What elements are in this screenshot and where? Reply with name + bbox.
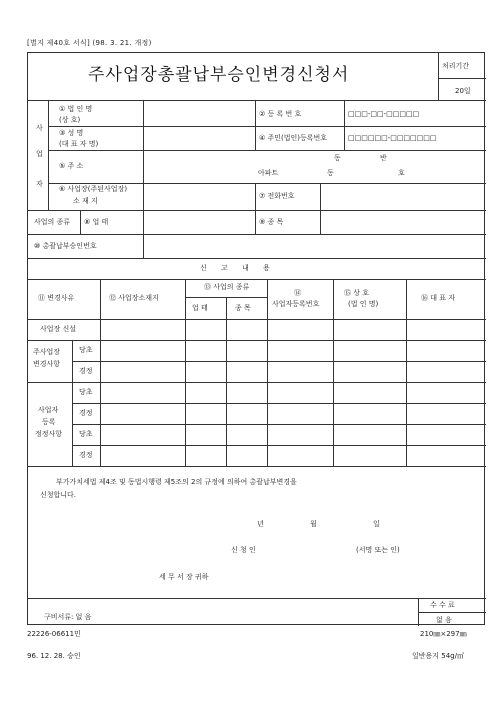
- divider: [143, 150, 144, 210]
- divider: [418, 598, 419, 626]
- divider: [226, 297, 227, 466]
- divider: [185, 279, 186, 466]
- row-label-new-site: 사업장 신설: [40, 325, 77, 333]
- divider: [72, 340, 73, 466]
- field-label-approval-no: ⑩ 총괄납부승인번호: [34, 242, 97, 250]
- section-label-char: 사: [36, 124, 43, 132]
- field-label-business-kind: 사업의 종류: [34, 218, 71, 226]
- fee-label: 수 수 료: [430, 601, 455, 609]
- col-header-reason: ⑪ 변경사유: [38, 294, 75, 302]
- field-label-reg-no: ② 등 록 번 호: [259, 110, 302, 118]
- divider: [320, 183, 321, 234]
- col-header-trade-name: ⑮ 상 호: [344, 289, 369, 297]
- group-label-business: 사업자: [38, 406, 59, 414]
- divider: [255, 100, 256, 150]
- form-number: [별지 제40호 서식] (98. 3. 21. 개정): [27, 39, 152, 47]
- divider: [406, 279, 407, 466]
- date-year-label: 년: [257, 520, 264, 528]
- divider: [100, 279, 101, 466]
- field-sublabel-location: 소 재 지: [73, 197, 98, 205]
- divider: [72, 424, 486, 425]
- divider: [48, 183, 486, 184]
- paper-size: 210㎜×297㎜: [420, 630, 467, 638]
- signature-label: (서명 또는 인): [356, 546, 400, 554]
- row-label-before: 당초: [79, 430, 93, 438]
- address-apartment: 아파트: [258, 169, 279, 177]
- section-label-char: 업: [36, 150, 43, 158]
- declaration-text: 신청합니다.: [40, 491, 77, 499]
- row-label-after: 경정: [79, 451, 93, 459]
- divider: [28, 210, 486, 211]
- declaration-text: 부가가치세법 제4조 및 동법시행령 제5조의 2의 규정에 의하여 총괄납부변경을: [56, 478, 297, 486]
- paper-weight: 일반용지 54g/㎡: [412, 652, 464, 660]
- field-sublabel-trade-name: (상 호): [59, 116, 81, 124]
- addressee-label: 세 무 서 장 귀하: [159, 573, 209, 581]
- divider: [344, 100, 345, 150]
- divider: [267, 279, 268, 466]
- date-month-label: 월: [310, 520, 317, 528]
- col-header-corp-name: (법 인 명): [348, 300, 379, 308]
- approval-date: 96. 12. 28. 승인: [27, 652, 81, 660]
- divider: [143, 126, 144, 150]
- report-section-label: 신 고 내 용: [200, 264, 276, 272]
- field-sublabel-rep-name: (대 표 자 명): [59, 140, 99, 148]
- divider: [28, 100, 486, 101]
- group-label-business: 정정사항: [35, 430, 63, 438]
- field-label-name: ③ 성 명: [59, 129, 84, 137]
- col-header-representative: ⑯ 대 표 자: [421, 294, 455, 302]
- address-dong: 동: [327, 169, 334, 177]
- divider: [143, 210, 144, 234]
- divider: [72, 403, 486, 404]
- divider: [28, 340, 486, 341]
- applicant-label: 신 청 인: [231, 546, 256, 554]
- form-code: 22226-06611민: [27, 630, 81, 638]
- col-header-business-item: 종 목: [235, 304, 251, 312]
- divider: [80, 210, 81, 234]
- divider: [28, 466, 486, 467]
- fee-value: 없 음: [436, 616, 452, 624]
- section-label-char: 자: [36, 180, 43, 188]
- divider: [28, 279, 486, 280]
- row-label-after: 경정: [79, 409, 93, 417]
- divider: [28, 319, 486, 320]
- divider: [143, 234, 144, 258]
- row-label-after: 경정: [79, 367, 93, 375]
- group-label-main-site: 변경사항: [33, 360, 61, 368]
- address-dong: 동: [334, 154, 341, 162]
- divider: [48, 126, 486, 127]
- divider: [28, 382, 486, 383]
- field-label-business-item: ⑨ 종 목: [259, 218, 284, 226]
- divider: [48, 100, 49, 210]
- processing-period-value: 20일: [455, 87, 471, 95]
- address-ban: 반: [380, 154, 387, 162]
- divider: [438, 78, 486, 79]
- field-label-phone: ⑦ 전화번호: [259, 192, 295, 200]
- application-form: [27, 52, 485, 625]
- processing-period-label: 처리기간: [442, 62, 470, 70]
- group-label-business: 등록: [42, 418, 56, 426]
- col-header-business-kind: ⑬ 사업의 종류: [204, 283, 250, 291]
- date-day-label: 일: [373, 520, 380, 528]
- divider: [418, 612, 486, 613]
- field-label-address: ⑤ 주 소: [59, 162, 84, 170]
- divider: [255, 210, 256, 234]
- divider: [28, 234, 486, 235]
- field-label-site-location: ⑥ 사업장(주된사업장): [59, 185, 128, 193]
- address-ho: 호: [398, 169, 405, 177]
- required-documents: 구비서류: 없 음: [44, 613, 92, 621]
- form-title: 주사업장총괄납부승인변경신청서: [88, 65, 350, 85]
- field-value-resident-no[interactable]: □□□□□□-□□□□□□□: [348, 134, 437, 142]
- col-header-reg-no: 사업자등록번호: [272, 300, 320, 308]
- divider: [255, 183, 256, 210]
- field-label-resident-no: ④ 주민(법인)등록번호: [259, 134, 328, 142]
- col-header-14: ⑭: [294, 289, 301, 297]
- divider: [48, 150, 486, 151]
- col-header-business-type: 업 태: [192, 304, 208, 312]
- row-label-before: 당초: [79, 388, 93, 396]
- field-label-business-type: ⑧ 업 태: [84, 218, 109, 226]
- divider: [28, 258, 486, 259]
- divider: [143, 100, 144, 126]
- divider: [438, 53, 439, 100]
- field-value-reg-no[interactable]: □□□-□□-□□□□□: [348, 110, 420, 118]
- field-label-corp-name: ① 법 인 명: [59, 105, 93, 113]
- group-label-main-site: 주사업장: [33, 348, 61, 356]
- col-header-site-location: ⑫ 사업장소재지: [109, 294, 159, 302]
- row-label-before: 당초: [79, 346, 93, 354]
- divider: [72, 361, 486, 362]
- divider: [72, 445, 486, 446]
- divider: [333, 279, 334, 466]
